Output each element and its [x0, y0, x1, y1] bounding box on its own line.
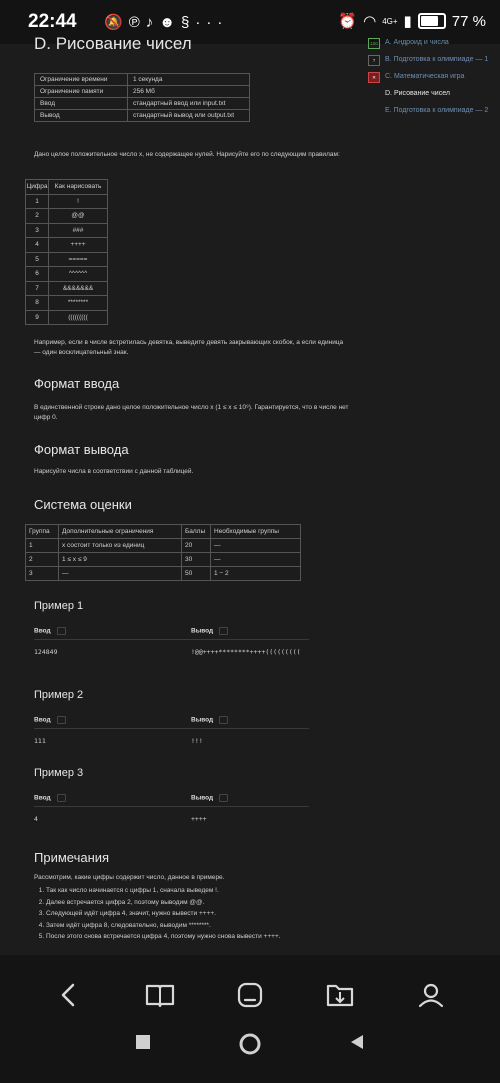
page-content[interactable]	[0, 28, 500, 955]
network-type: 4G+	[382, 16, 398, 26]
shazam-icon: §	[181, 14, 196, 31]
status-badge: ✕	[368, 72, 380, 83]
input-label: Ввод	[34, 794, 51, 802]
table-row: 3 — 50 1 − 2	[26, 567, 301, 581]
status-badge: ?	[368, 55, 380, 66]
limits-table	[34, 73, 250, 122]
profile-button[interactable]	[409, 973, 453, 1017]
mask-icon: ☻	[159, 14, 182, 31]
table-row: 3 ###	[26, 223, 108, 238]
example-2-output: !!!	[191, 737, 203, 745]
battery-percent: 77 %	[451, 12, 486, 30]
example-1-title: Пример 1	[34, 600, 84, 612]
example-2-title: Пример 2	[34, 689, 84, 701]
system-navigation	[0, 1033, 500, 1060]
page-title: D. Рисование чисел	[34, 34, 192, 53]
copy-icon[interactable]	[219, 627, 228, 635]
sidebar-item-c[interactable]: ✕ C. Математическая игра	[368, 72, 498, 83]
output-label: Вывод	[191, 716, 214, 724]
mute-icon: 🔕	[104, 14, 129, 31]
table-row: 2 1 ≤ x ≤ 9 30 —	[26, 553, 301, 567]
table-row: 8 ********	[26, 296, 108, 311]
circle-icon	[239, 1033, 261, 1055]
table-row: 4 ++++	[26, 238, 108, 253]
table-row: Ввод стандартный ввод или input.txt	[35, 98, 250, 110]
status-badge: 100	[368, 38, 380, 49]
sidebar-item-e[interactable]: E. Подготовка к олимпиаде — 2	[368, 106, 498, 117]
table-row: Ограничение времени 1 секунда	[35, 74, 250, 86]
sidebar-item-b[interactable]: ? B. Подготовка к олимпиаде — 1	[368, 55, 498, 66]
home-button[interactable]	[239, 1033, 261, 1060]
example-1-input: 124849	[34, 648, 58, 656]
tiktok-icon: ♪	[145, 14, 160, 31]
copy-icon[interactable]	[219, 794, 228, 802]
input-label: Ввод	[34, 716, 51, 724]
output-format-title: Формат вывода	[34, 442, 129, 457]
input-format-text: В единственной строке дано целое положительное число x (1 ≤ x ≤ 10⁹). Гарантируется, что в числе нет цифр 0.	[34, 404, 349, 421]
reader-button[interactable]	[138, 973, 182, 1017]
table-row: 7 &&&&&&&	[26, 281, 108, 296]
profile-icon	[418, 982, 444, 1008]
input-format-title: Формат ввода	[34, 376, 120, 391]
list-item: 1. Так как число начинается с цифры 1, сначала выведем !.	[46, 885, 376, 897]
copy-icon[interactable]	[57, 794, 66, 802]
copy-icon[interactable]	[57, 716, 66, 724]
statement-text: Дано целое положительное число x, не содержащее нулей. Нарисуйте его по следующим правилам:	[34, 151, 340, 158]
grading-title: Система оценки	[34, 497, 132, 512]
system-back-button[interactable]	[348, 1033, 366, 1060]
list-item: 2. Далее встречается цифра 2, поэтому выводим @@.	[46, 897, 376, 909]
table-row: 9 (((((((((	[26, 310, 108, 325]
bottom-navigation	[0, 955, 500, 1083]
notes-intro: Рассмотрим, какие цифры содержит число, данное в примере.	[34, 874, 225, 881]
problem-statement	[26, 28, 354, 940]
input-label: Ввод	[34, 627, 51, 635]
battery-icon	[418, 13, 446, 29]
status-badge	[368, 106, 380, 117]
alarm-icon: ⏰	[338, 13, 358, 30]
divider	[34, 728, 309, 729]
copy-icon[interactable]	[219, 716, 228, 724]
sidebar-item-d[interactable]: D. Рисование чисел	[368, 89, 498, 100]
downloads-button[interactable]	[318, 973, 362, 1017]
triangle-left-icon	[348, 1033, 366, 1051]
download-folder-icon	[326, 982, 354, 1008]
grading-table	[25, 524, 301, 581]
notes-title: Примечания	[34, 850, 110, 865]
list-item: 4. Затем идёт цифра 8, следовательно, выводим ********.	[46, 920, 376, 932]
table-row: 1 x состоит только из единиц 20 —	[26, 539, 301, 553]
table-row: Вывод стандартный вывод или output.txt	[35, 110, 250, 122]
example-1-output: !@@++++********++++(((((((((	[191, 648, 301, 656]
copy-icon[interactable]	[57, 627, 66, 635]
table-row: 1 !	[26, 194, 108, 209]
list-item: 3. Следующей идёт цифра 4, значит, нужно вывести ++++.	[46, 908, 376, 920]
table-header: Цифра Как нарисовать	[26, 180, 108, 195]
divider	[34, 806, 309, 807]
square-icon	[134, 1033, 152, 1051]
tabs-icon	[237, 982, 263, 1008]
example-3-title: Пример 3	[34, 767, 84, 779]
divider	[34, 639, 309, 640]
sidebar-item-a[interactable]: 100 A. Андроид и числа	[368, 38, 498, 49]
table-row: 6 ^^^^^^	[26, 267, 108, 282]
notes-list	[30, 885, 376, 943]
recents-button[interactable]	[134, 1033, 152, 1060]
example-note: Например, если в числе встретилась девятка, выведите девять закрывающих скобок, а если единица — один восклицательный знак.	[34, 339, 344, 356]
table-row: Ограничение памяти 256 Мб	[35, 86, 250, 98]
table-row: 2 @@	[26, 209, 108, 224]
pinterest-icon: ℗	[128, 14, 146, 31]
output-format-text: Нарисуйте числа в соответствии с данной таблицей.	[34, 468, 194, 475]
table-header: Группа Дополнительные ограничения Баллы Необходимые группы	[26, 525, 301, 539]
problems-sidebar	[368, 38, 498, 123]
tabs-button[interactable]	[228, 973, 272, 1017]
digit-table	[25, 179, 108, 325]
clock: 22:44	[28, 11, 77, 32]
more-icon: ···	[195, 14, 229, 31]
book-icon	[145, 982, 175, 1008]
chevron-left-icon	[56, 982, 82, 1008]
output-label: Вывод	[191, 627, 214, 635]
back-button[interactable]	[47, 973, 91, 1017]
status-badge	[368, 89, 380, 100]
example-2-input: 111	[34, 737, 46, 745]
output-label: Вывод	[191, 794, 214, 802]
example-3-output: ++++	[191, 815, 207, 823]
wifi-icon: ◠	[363, 13, 377, 30]
signal-icon: ▮	[403, 13, 412, 30]
list-item: 5. После этого снова встречается цифра 4, поэтому нужно снова вывести ++++.	[46, 931, 376, 943]
example-3-input: 4	[34, 815, 38, 823]
table-row: 5 =====	[26, 252, 108, 267]
